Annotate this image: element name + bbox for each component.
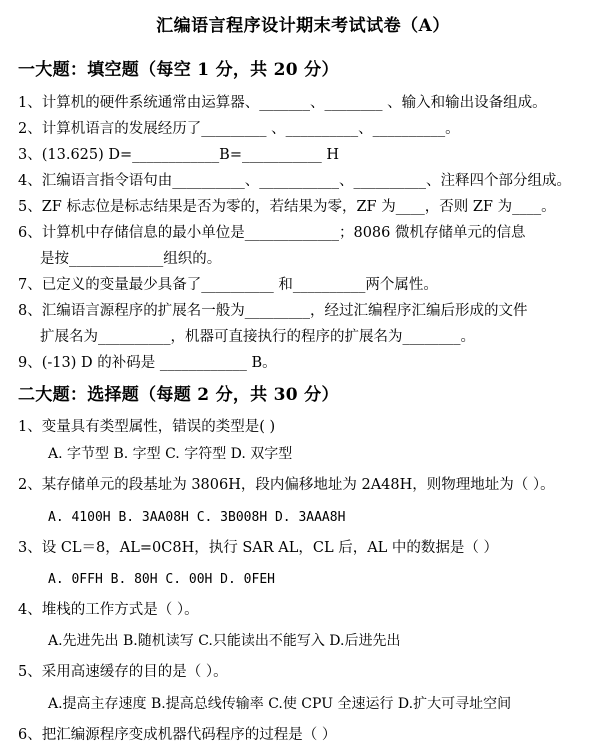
fill-question-9: 9、(-13) D 的补码是 ____________ B。 <box>18 355 277 371</box>
choice-question-5: 5、采用高速缓存的目的是（ ）。 <box>18 664 228 680</box>
fill-question-7: 7、已定义的变量最少具备了__________ 和__________两个属性。 <box>18 277 438 293</box>
choice-question-1-options: A. 字节型 B. 字型 C. 字符型 D. 双字型 <box>48 446 293 462</box>
section-heading-fill-in: 一大题：填空题（每空 1 分，共 20 分） <box>18 60 339 80</box>
choice-question-6: 6、把汇编源程序变成机器代码程序的过程是（ ） <box>18 727 337 743</box>
choice-question-3: 3、设 CL＝8，AL=0C8H，执行 SAR AL，CL 后，AL 中的数据是（ ） <box>18 540 499 556</box>
choice-question-2-options: A. 4100H B. 3AA08H C. 3B008H D. 3AAA8H <box>48 510 346 525</box>
fill-question-5: 5、ZF 标志位是标志结果是否为零的，若结果为零，ZF 为____，否则 ZF 为____。 <box>18 199 556 215</box>
fill-question-3: 3、(13.625) D=____________B=___________ H <box>18 147 339 163</box>
fill-question-6-continued: 是按_____________组织的。 <box>40 251 222 267</box>
choice-question-4-options: A.先进先出 B.随机读写 C.只能读出不能写入 D.后进先出 <box>48 633 401 649</box>
fill-question-2: 2、计算机语言的发展经历了_________ 、__________、__________。 <box>18 121 460 137</box>
page-title: 汇编语言程序设计期末考试试卷（A） <box>156 16 450 36</box>
choice-question-2: 2、某存储单元的段基址为 3806H，段内偏移地址为 2A48H，则物理地址为（ ）。 <box>18 477 555 493</box>
choice-question-1: 1、变量具有类型属性，错误的类型是( ) <box>18 419 276 435</box>
fill-question-6: 6、计算机中存储信息的最小单位是_____________；8086 微机存储单元的信息 <box>18 225 526 241</box>
fill-question-4: 4、汇编语言指令语句由__________、___________、__________、注释四个部分组成。 <box>18 173 571 189</box>
choice-question-4: 4、堆栈的工作方式是（ ）。 <box>18 602 199 618</box>
choice-question-3-options: A. 0FFH B. 80H C. 00H D. 0FEH <box>48 572 275 587</box>
fill-question-1: 1、计算机的硬件系统通常由运算器、_______、________ 、输入和输出设备组成。 <box>18 95 547 111</box>
fill-question-8-continued: 扩展名为__________，机器可直接执行的程序的扩展名为________。 <box>40 329 475 345</box>
choice-question-5-options: A.提高主存速度 B.提高总线传输率 C.使 CPU 全速运行 D.扩大可寻址空间 <box>48 696 512 712</box>
fill-question-8: 8、汇编语言源程序的扩展名一般为_________，经过汇编程序汇编后形成的文件 <box>18 303 528 319</box>
section-heading-multiple-choice: 二大题：选择题（每题 2 分，共 30 分） <box>18 385 339 405</box>
